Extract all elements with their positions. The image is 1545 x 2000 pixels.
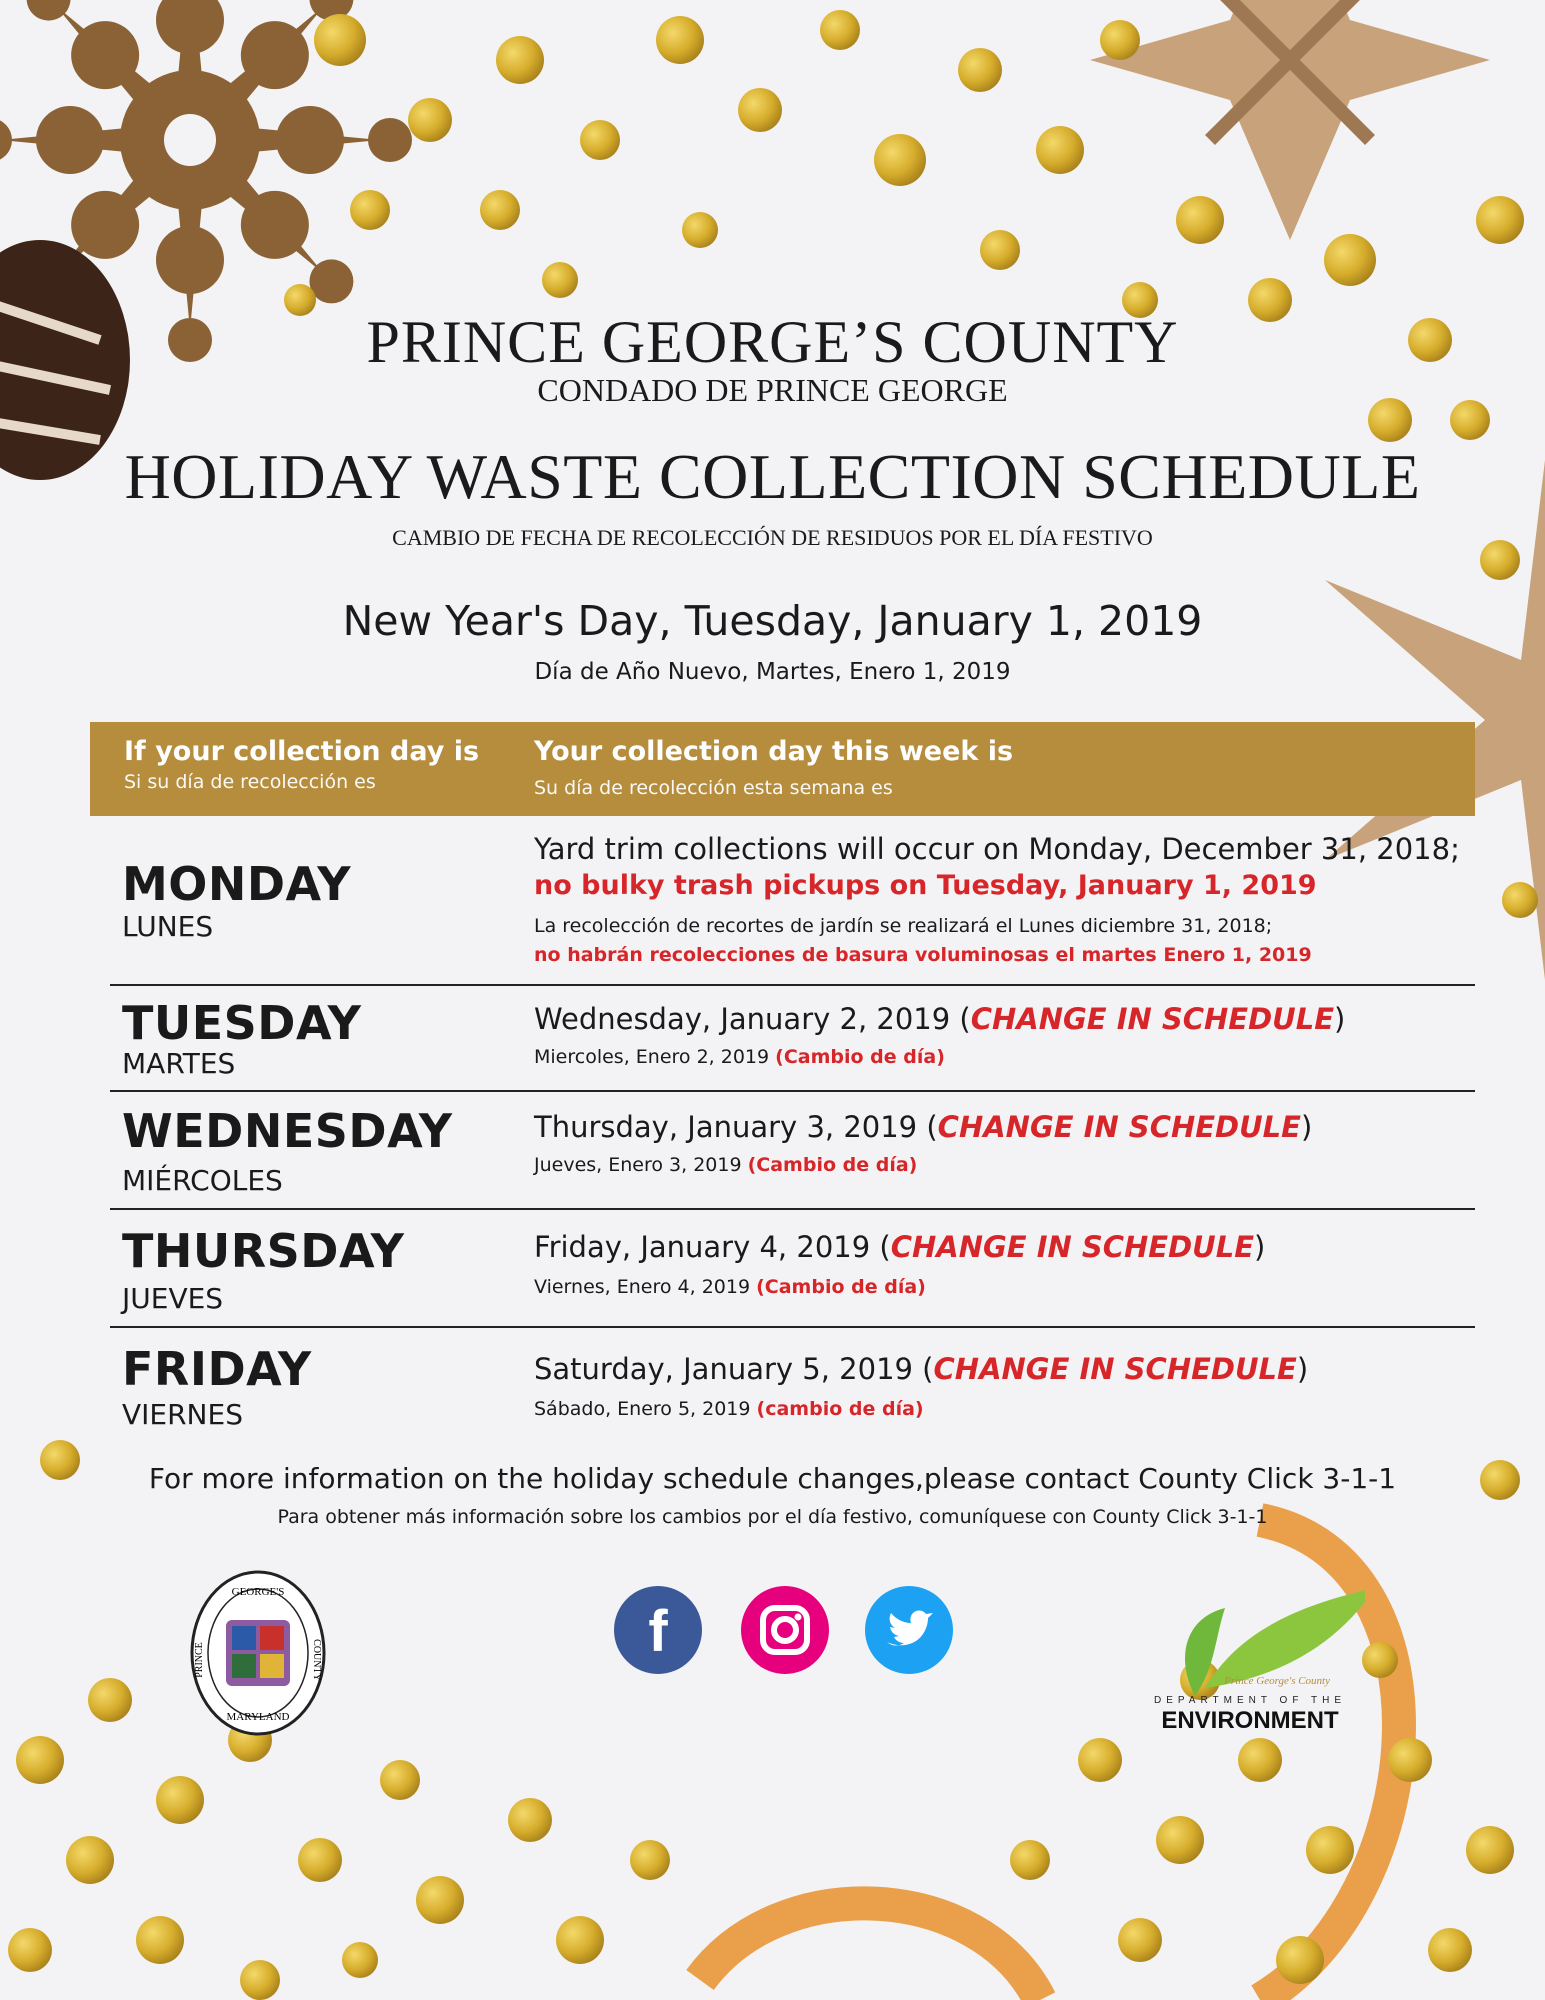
day-name-es: VIERNES [122,1398,243,1431]
facebook-icon[interactable]: f [614,1586,702,1674]
holiday-date-es: Día de Año Nuevo, Martes, Enero 1, 2019 [534,659,1011,685]
department-of-environment-logo [1135,1578,1365,1738]
county-title-es: CONDADO DE PRINCE GEORGE [537,372,1008,408]
day-name-es: MIÉRCOLES [122,1164,283,1197]
day-name-es: JUEVES [122,1282,224,1315]
change-label: CHANGE IN SCHEDULE [890,1230,1255,1264]
table-row [110,830,1475,980]
svg-text:PRINCE: PRINCE [194,1642,205,1678]
change-label: CHANGE IN SCHEDULE [937,1110,1301,1144]
day-name: WEDNESDAY [122,1104,453,1158]
svg-text:Prince George's County: Prince George's County [1224,1675,1330,1687]
row-line: Yard trim collections will occur on Monday, December 31, 2018; [534,832,1460,866]
table-row [110,994,1475,1094]
change-label: CHANGE IN SCHEDULE [933,1352,1297,1386]
day-name: MONDAY [122,857,352,911]
svg-text:COUNTY: COUNTY [311,1639,322,1681]
day-name-es: MARTES [122,1047,236,1080]
new-date-es: Viernes, Enero 4, 2019 (Cambio de día) [534,1276,926,1298]
twitter-icon[interactable] [865,1586,953,1674]
header-col2-label: Your collection day this week is [534,736,1014,767]
change-label-es: (cambio de día) [756,1398,924,1420]
new-date-es: Sábado, Enero 5, 2019 (cambio de día) [534,1398,924,1420]
svg-text:MARYLAND: MARYLAND [226,1711,290,1723]
new-date: Saturday, January 5, 2019 (CHANGE IN SCHEDULE) [534,1352,1309,1386]
table-row [110,1104,1475,1204]
row-divider [110,984,1475,986]
day-name: TUESDAY [122,996,362,1050]
row-note-es: no habrán recolecciones de basura voluminosas el martes Enero 1, 2019 [534,944,1312,966]
row-divider [110,1208,1475,1210]
table-row [110,1342,1475,1442]
schedule-title: HOLIDAY WASTE COLLECTION SCHEDULE [124,441,1421,512]
new-date: Thursday, January 3, 2019 (CHANGE IN SCHEDULE) [534,1110,1313,1144]
svg-text:DEPARTMENT OF THE: DEPARTMENT OF THE [1153,1695,1347,1706]
day-name: FRIDAY [122,1342,312,1396]
row-divider [110,1090,1475,1092]
schedule-title-es: CAMBIO DE FECHA DE RECOLECCIÓN DE RESIDUOS POR EL DÍA FESTIVO [392,525,1153,550]
change-label-es: (Cambio de día) [747,1154,918,1176]
table-row [110,1224,1475,1324]
contact-info: For more information on the holiday schedule changes,please contact County Click 3-1-1 [148,1462,1397,1495]
new-date-es: Miercoles, Enero 2, 2019 (Cambio de día) [534,1046,945,1068]
county-title: PRINCE GEORGE’S COUNTY [366,309,1179,375]
row-note: no bulky trash pickups on Tuesday, January 1, 2019 [534,870,1317,901]
contact-info-es: Para obtener más información sobre los cambios por el día festivo, comuníquese con County Click 3-1-1 [277,1506,1268,1528]
svg-text:GEORGE'S: GEORGE'S [231,1586,285,1598]
row-divider [110,1326,1475,1328]
day-name: THURSDAY [122,1224,405,1278]
change-label-es: (Cambio de día) [775,1046,945,1068]
header-col2-label-es: Su día de recolección esta semana es [534,777,893,799]
instagram-icon[interactable] [741,1586,829,1674]
day-name-es: LUNES [122,910,214,943]
holiday-date: New Year's Day, Tuesday, January 1, 2019 [342,597,1203,645]
change-label-es: (Cambio de día) [756,1276,926,1298]
county-seal-logo [188,1568,328,1738]
new-date-es: Jueves, Enero 3, 2019 (Cambio de día) [534,1154,918,1176]
header-col1-label: If your collection day is [124,736,480,767]
header-col1-label-es: Si su día de recolección es [124,771,376,793]
change-label: CHANGE IN SCHEDULE [970,1002,1335,1036]
new-date: Wednesday, January 2, 2019 (CHANGE IN SCHEDULE) [534,1002,1346,1036]
row-line-es: La recolección de recortes de jardín se realizará el Lunes diciembre 31, 2018; [534,915,1273,937]
svg-text:ENVIRONMENT: ENVIRONMENT [1161,1707,1339,1734]
table-header [90,722,1475,816]
new-date: Friday, January 4, 2019 (CHANGE IN SCHEDULE) [534,1230,1266,1264]
